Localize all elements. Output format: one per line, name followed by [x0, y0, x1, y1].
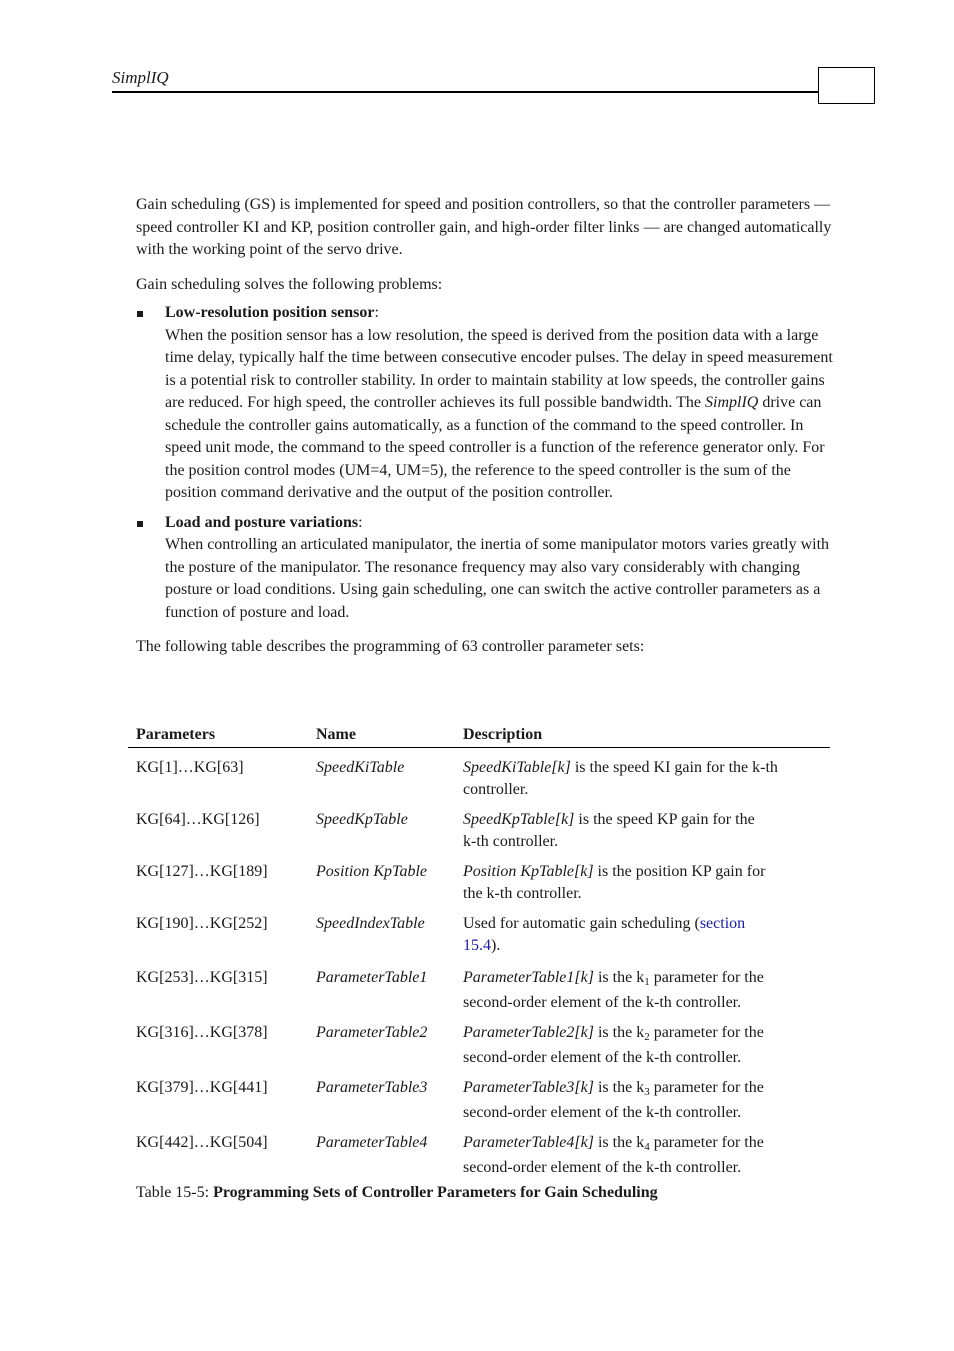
page-number-box [818, 67, 875, 104]
bullet-load-posture: Load and posture variations: When controlling an articulated manipulator, the inertia of some manipulator motors varies greatly with the posture of the manipulator. The resonance frequency may also vary considerably with changing posture or load conditions. Using gain scheduling, one can switch the active controller parameters as a function of posture and load. [136, 512, 841, 625]
bullet-square-icon [137, 521, 143, 527]
section-link[interactable]: section [699, 915, 746, 932]
problems-lead: Gain scheduling solves the following problems: [136, 275, 443, 293]
column-header: Parameters [136, 726, 216, 743]
table-row: KG[442]…KG[504] ParameterTable4 ParameterTable4[k] is the $k_4$ parameter for the second-order element of the k-th controller. [136, 1134, 764, 1176]
column-header: Description [463, 726, 543, 743]
table-row: KG[316]…KG[378] ParameterTable2 ParameterTable2[k] is the $k_2$ parameter for the second-order element of the k-th controller. [136, 1024, 764, 1066]
bullet-title: Load and posture variations [165, 513, 359, 531]
table-row: KG[253]…KG[315] ParameterTable1 ParameterTable1[k] is the $k_1$ parameter for the second-order element of the k-th controller. [136, 969, 764, 1011]
table-lead: The following table describes the programming of 63 controller parameter sets: [136, 638, 645, 655]
bullet-square-icon [137, 311, 143, 317]
bullet-text: When the position sensor has a low resolution, the speed is derived from the position data with a large time delay, typically half the time between consecutive encoder pulses. The delay in speed measurement is a potential risk to controller stability. In order to maintain stability at low speeds, the controller gains are reduced. For high speed, the controller achieves its full possible bandwidth. The SimplIQ drive can schedule the controller gains automatically, as a function of the command to the speed controller. In speed unit mode, the command to the speed controller is a function of the reference generator only. For the position control modes (UM=4, UM=5), the reference to the speed controller is the sum of the position command derivative and the output of the position controller. [165, 326, 833, 501]
table-row: KG[127]…KG[189] Position KpTable Position KpTable[k] is the position KP gain for the k-th controller. [136, 863, 766, 902]
header-rule [112, 91, 819, 93]
table-row: KG[64]…KG[126] SpeedKpTable SpeedKpTable[k] is the speed KP gain for the k-th controller. [136, 811, 755, 850]
bullet-text: When controlling an articulated manipulator, the inertia of some manipulator motors varies greatly with the posture of the manipulator. The resonance frequency may also vary considerably with changing posture or load conditions. Using gain scheduling, one can switch the active controller parameters as a function of posture and load. [165, 536, 830, 621]
table-row: KG[1]…KG[63] SpeedKiTable SpeedKiTable[k] is the speed KI gain for the k-th controller. [136, 759, 778, 798]
brand-name: SimplIQ [705, 394, 759, 411]
table-header [128, 724, 830, 748]
table-row: KG[190]…KG[252] SpeedIndexTable Used for automatic gain scheduling (section 15.4). [136, 915, 746, 954]
table-caption: Table 15-5: Programming Sets of Controller Parameters for Gain Scheduling [136, 1184, 658, 1201]
body-text [136, 194, 841, 671]
running-header-title: SimplIQ [112, 68, 169, 87]
column-header: Name [316, 726, 356, 743]
bullet-low-resolution: Low-resolution position sensor: When the position sensor has a low resolution, the speed is derived from the position data with a large time delay, typically half the time between consecutive encoder pulses. The delay in speed measurement is a potential risk to controller stability. In order to maintain stability at low speeds, the controller gains are reduced. For high speed, the controller achieves its full possible bandwidth. The SimplIQ drive can schedule the controller gains automatically, as a function of the command to the speed controller. In speed unit mode, the command to the speed controller is a function of the reference generator only. For the position control modes (UM=4, UM=5), the reference to the speed controller is the sum of the position command derivative and the output of the position controller. [136, 302, 841, 505]
section-link[interactable]: 15.4 [463, 937, 491, 954]
intro-paragraph: Gain scheduling (GS) is implemented for speed and position controllers, so that the controller parameters — speed controller KI and KP, position controller gain, and high-order filter links — are changed automatically with the working point of the servo drive. [136, 196, 832, 258]
bullet-title: Low-resolution position sensor [165, 304, 375, 321]
parameter-table [128, 724, 830, 1180]
table-row: KG[379]…KG[441] ParameterTable3 ParameterTable3[k] is the $k_3$ parameter for the second-order element of the k-th controller. [136, 1079, 764, 1121]
